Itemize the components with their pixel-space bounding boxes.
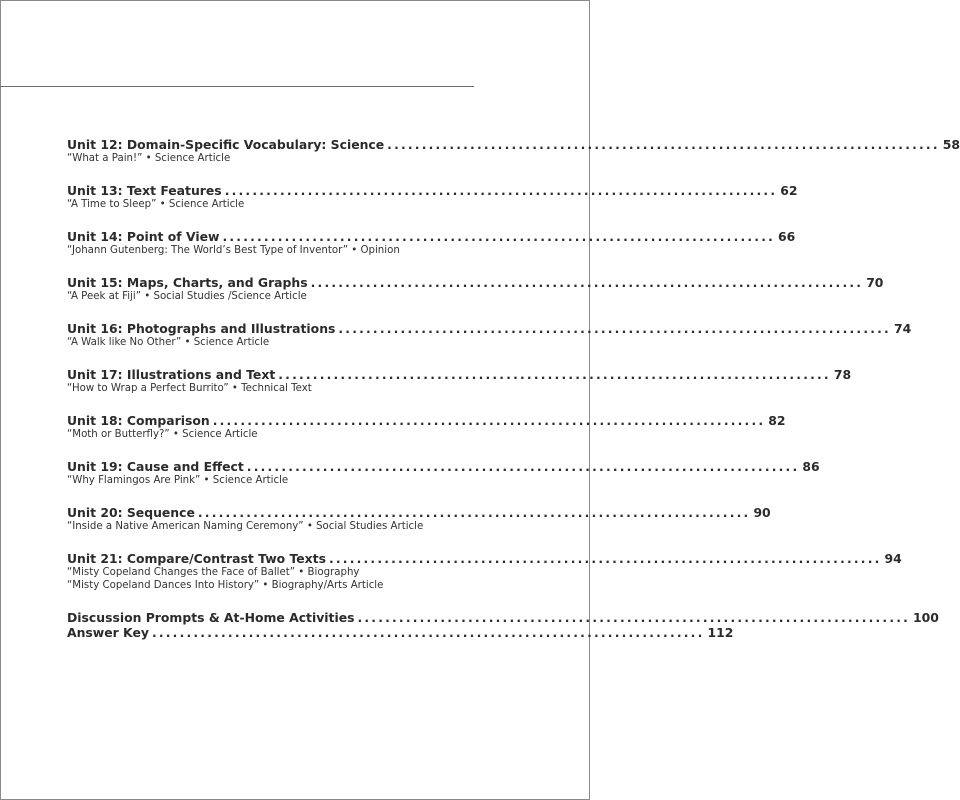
dot-leader: ................................................................................ [328, 551, 882, 566]
toc-subtitle: “How to Wrap a Perfect Burrito” • Technical Text [67, 383, 312, 394]
toc-title: Unit 12: Domain-Specific Vocabulary: Science [67, 137, 385, 152]
dot-leader: ................................................................................ [278, 367, 831, 382]
toc-title: Answer Key [67, 625, 149, 640]
toc-heading [67, 551, 902, 566]
dot-leader: ................................................................................ [357, 610, 911, 625]
dot-leader: ................................................................................ [338, 321, 891, 336]
toc-title: Unit 19: Cause and Effect [67, 459, 244, 474]
toc-entry [67, 229, 796, 257]
toc-entry [67, 551, 902, 592]
page-number: 70 [866, 275, 884, 290]
page-number: 58 [942, 137, 960, 152]
page-number: 74 [893, 321, 912, 336]
toc-entry [67, 459, 820, 487]
toc-title: Unit 17: Illustrations and Text [67, 367, 276, 382]
toc-subtitle: “Inside a Native American Naming Ceremony” • Social Studies Article [67, 521, 424, 532]
toc-subtitle: “Johann Gutenberg: The World’s Best Type of Inventor” • Opinion [67, 245, 400, 256]
toc-heading [67, 183, 798, 198]
dot-leader: ................................................................................ [151, 625, 705, 640]
table-of-contents [67, 137, 960, 640]
toc-entry [67, 183, 798, 211]
toc-heading [67, 367, 852, 382]
toc-heading [67, 505, 771, 520]
toc-back-matter [67, 610, 939, 640]
page-number: 94 [884, 551, 902, 566]
toc-title: Discussion Prompts & At-Home Activities [67, 610, 355, 625]
toc-subtitle: “Misty Copeland Dances Into History” • Biography/Arts Article [67, 580, 384, 591]
toc-heading [67, 275, 884, 290]
toc-subtitle: “Moth or Butterfly?” • Science Article [67, 429, 258, 440]
toc-heading [67, 321, 912, 336]
toc-entry [67, 321, 912, 349]
toc-title: Unit 13: Text Features [67, 183, 222, 198]
toc-entry [67, 367, 852, 395]
toc-heading [67, 413, 786, 428]
dot-leader: ................................................................................ [212, 413, 766, 428]
page-number: 112 [707, 625, 734, 640]
toc-heading [67, 610, 939, 625]
toc-heading [67, 229, 796, 244]
page-number: 62 [780, 183, 798, 198]
toc-heading [67, 459, 820, 474]
page-number: 100 [913, 610, 939, 625]
toc-subtitle: “A Time to Sleep” • Science Article [67, 199, 245, 210]
toc-entry [67, 505, 771, 533]
page-number: 78 [833, 367, 852, 382]
toc-subtitle: “Why Flamingos Are Pink” • Science Article [67, 475, 289, 486]
toc-heading [67, 137, 960, 152]
toc-title: Unit 16: Photographs and Illustrations [67, 321, 336, 336]
toc-subtitle: “A Peek at Fiji” • Social Studies /Science Article [67, 291, 307, 302]
dot-leader: ................................................................................ [197, 505, 751, 520]
toc-subtitle: “Misty Copeland Changes the Face of Ballet” • Biography [67, 567, 360, 578]
dot-leader: ................................................................................ [387, 137, 940, 152]
toc-entry [67, 413, 786, 441]
toc-entry [67, 275, 884, 303]
page-number: 82 [768, 413, 786, 428]
dot-leader: ................................................................................ [224, 183, 778, 198]
page-number: 86 [802, 459, 820, 474]
toc-title: Unit 20: Sequence [67, 505, 195, 520]
header-rule [0, 86, 474, 87]
page-number: 66 [778, 229, 796, 244]
dot-leader: ................................................................................ [222, 229, 776, 244]
toc-title: Unit 21: Compare/Contrast Two Texts [67, 551, 326, 566]
dot-leader: ................................................................................ [246, 459, 800, 474]
page-number: 90 [753, 505, 771, 520]
toc-subtitle: “What a Pain!” • Science Article [67, 153, 231, 164]
toc-title: Unit 14: Point of View [67, 229, 220, 244]
toc-title: Unit 15: Maps, Charts, and Graphs [67, 275, 308, 290]
toc-entry [67, 137, 960, 165]
toc-title: Unit 18: Comparison [67, 413, 210, 428]
toc-subtitle: “A Walk like No Other” • Science Article [67, 337, 270, 348]
dot-leader: ................................................................................ [310, 275, 864, 290]
toc-heading [67, 625, 734, 640]
